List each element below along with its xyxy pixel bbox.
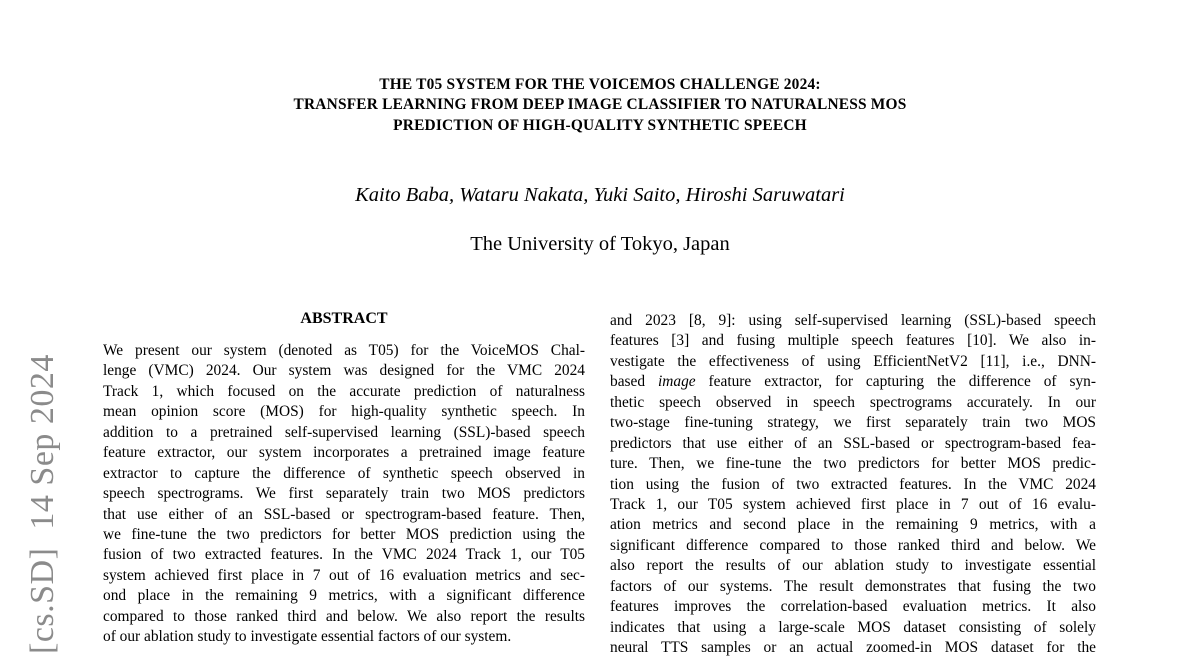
abstract-heading: ABSTRACT bbox=[300, 310, 388, 327]
arxiv-watermark: [cs.SD] 14 Sep 2024 bbox=[24, 354, 61, 654]
paper-title: THE T05 SYSTEM FOR THE VOICEMOS CHALLENGE 2024: TRANSFER LEARNING FROM DEEP IMAGE CLASSIFIER TO NATURALNESS MOS PREDICTION OF HIGH-QUALITY SYNTHETIC SPEECH bbox=[293, 76, 907, 134]
abstract-column bbox=[103, 309, 585, 648]
right-column-text: and 2023 [8, 9]: using self-supervised learning (SSL)-based speech features [3] and fusing multiple speech features [10]. We also in- vestigate the effectiveness of using EfficientNetV2 [11], i.e., DNN- based image feature extractor, for capturing the difference of syn- thetic speech observed in speech spectrograms accurately. In our two-stage fine-tuning strategy, we first separately train two MOS predictors that use either of an SSL-based or spectrogram-based fea- ture. Then, we fine-tune the two predictors for better MOS predic- tion using the fusion of two extracted features. In the VMC 2024 Track 1, our T05 system achieved first place in 7 out of 16 evalu- ation metrics and second place in the remaining 9 metrics, with a significant difference compared to those ranked third and below. We also report the results of our ablation study to investigate essential factors of our systems. The result demonstrates that fusing the two features improves the correlation-based evaluation metrics. It also indicates that using a large-scale MOS dataset consisting of solely neural TTS samples or an actual zoomed-in MOS dataset for the bbox=[610, 312, 1097, 656]
authors-line: Kaito Baba, Wataru Nakata, Yuki Saito, Hiroshi Saruwatari bbox=[355, 184, 845, 206]
affiliation-line: The University of Tokyo, Japan bbox=[470, 233, 730, 255]
abstract-text: We present our system (denoted as T05) for the VoiceMOS Chal- lenge (VMC) 2024. Our system was designed for the VMC 2024 Track 1, which focused on the accurate prediction of naturalness mean opinion score (MOS) for high-quality synthetic speech. In addition to a pretrained self-supervised learning (SSL)-based speech feature extractor, our system incorporates a pretrained image feature extractor to capture the difference of synthetic speech observed in speech spectrograms. We first separately train two MOS predictors that use either of an SSL-based or spectrogram-based feature. Then, we fine-tune the two predictors for better MOS prediction using the fusion of two extracted features. In the VMC 2024 Track 1, our T05 system achieved first place in 7 out of 16 evaluation metrics and sec- ond place in the remaining 9 metrics, with a significant difference compared to those ranked third and below. We also report the results of our ablation study to investigate essential factors of our system. bbox=[103, 342, 585, 646]
